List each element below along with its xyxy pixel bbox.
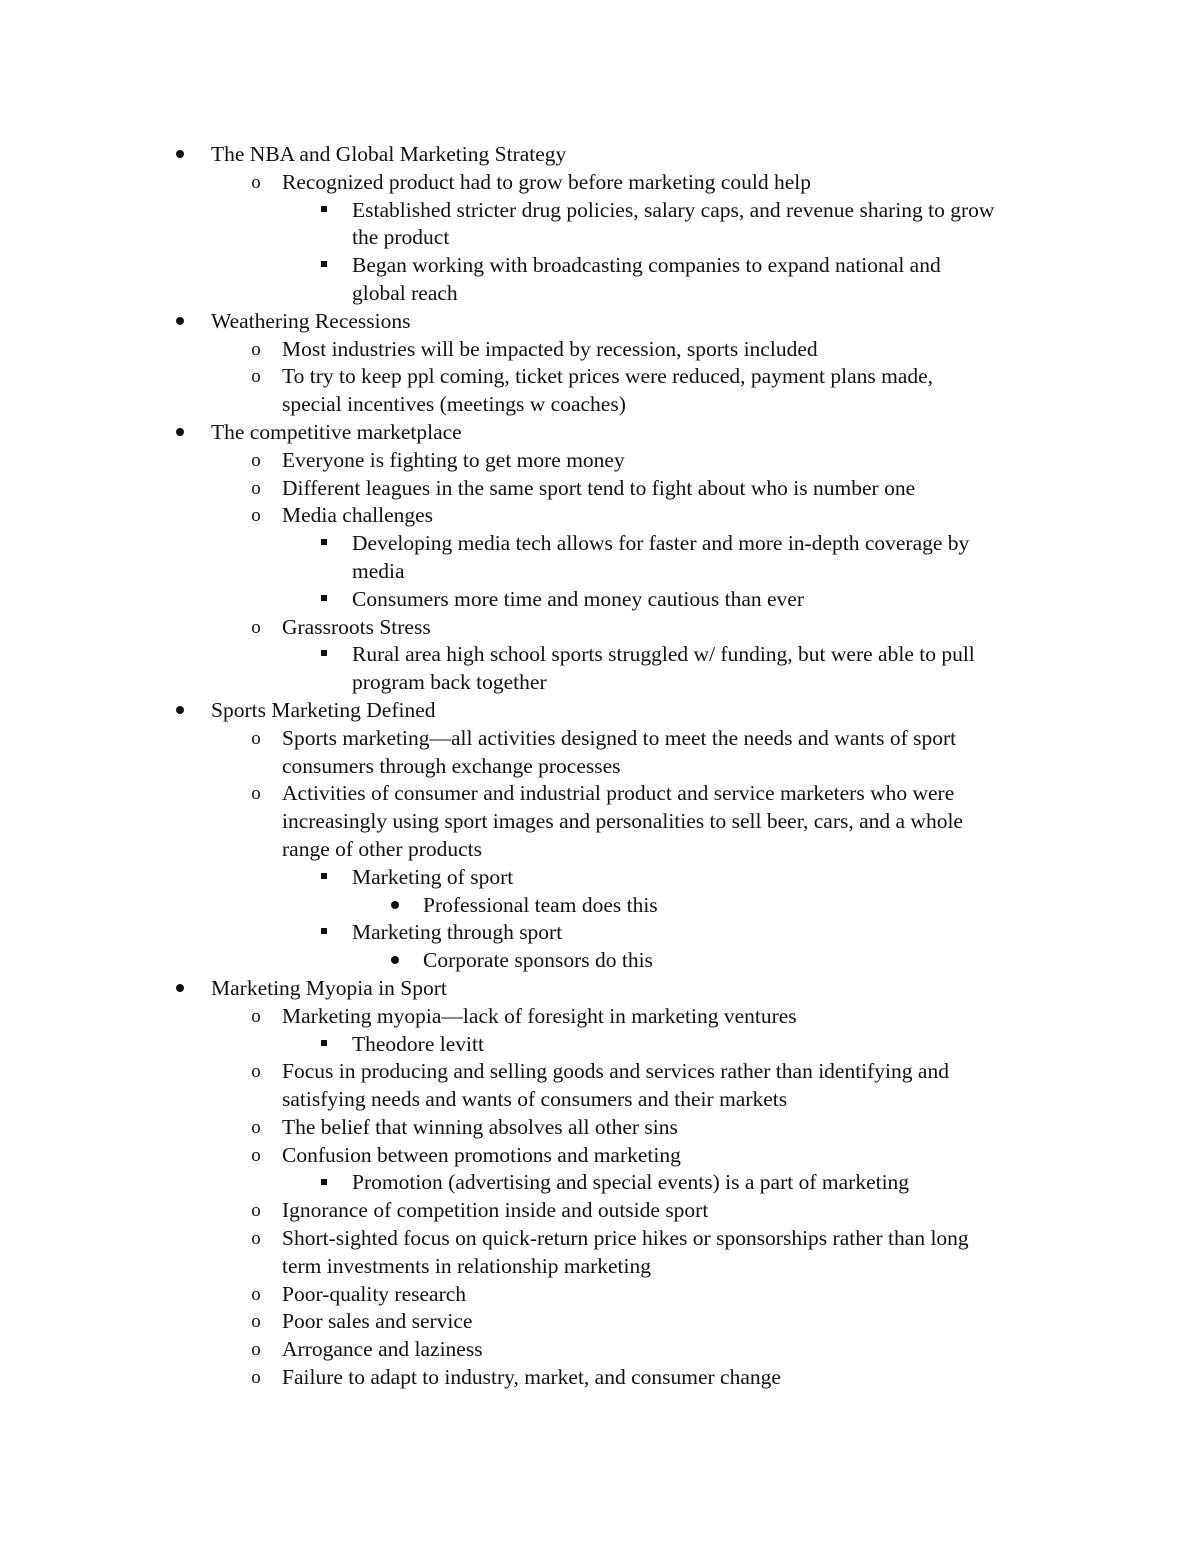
list-item-continuation [0, 753, 1200, 781]
circle-bullet-icon: o [251, 366, 261, 388]
list-item [0, 892, 1200, 920]
list-item-text: Poor sales and service [282, 1309, 473, 1334]
list-item-text: Different leagues in the same sport tend to fight about who is number one [282, 475, 916, 500]
circle-bullet-icon: o [251, 1144, 261, 1166]
list-item-text: The NBA and Global Marketing Strategy [211, 142, 567, 166]
list-item-text: consumers through exchange processes [282, 753, 621, 778]
list-item-text: Consumers more time and money cautious than ever [352, 586, 804, 611]
list-item-text: Developing media tech allows for faster and more in-depth coverage by [352, 531, 970, 556]
bullet-icon [384, 892, 406, 920]
list-item [0, 1197, 1200, 1225]
bullet-icon [169, 697, 191, 725]
list-item [0, 1114, 1200, 1142]
list-item-text: Arrogance and laziness [282, 1337, 483, 1362]
square-bullet-icon [313, 197, 335, 225]
square-bullet-icon [313, 919, 335, 947]
list-item [0, 1058, 1200, 1086]
list-item-text: Marketing through sport [352, 920, 563, 945]
list-item-text: Focus in producing and selling goods and services rather than identifying and [282, 1059, 949, 1084]
list-item [0, 614, 1200, 642]
list-item [0, 502, 1200, 530]
circle-bullet-icon: o [251, 783, 261, 805]
list-item-text: The competitive marketplace [211, 419, 462, 444]
circle-bullet-icon: o [251, 1339, 261, 1361]
list-item-text: Marketing Myopia in Sport [211, 975, 447, 1000]
list-item-text: Began working with broadcasting companies to expand national and [352, 253, 941, 278]
list-item-text: range of other products [282, 836, 482, 861]
list-item [0, 1169, 1200, 1197]
circle-bullet-icon: o [251, 616, 261, 638]
list-item-text: Confusion between promotions and marketing [282, 1142, 681, 1167]
square-bullet-icon [313, 586, 335, 614]
bullet-icon [169, 141, 191, 169]
list-item-text: Activities of consumer and industrial product and service marketers who were [282, 781, 955, 806]
circle-bullet-icon: o [251, 1228, 261, 1250]
list-item [0, 252, 1200, 280]
list-item [0, 169, 1200, 197]
list-item-text: term investments in relationship marketing [282, 1253, 652, 1278]
circle-bullet-icon: o [251, 338, 261, 360]
list-item [0, 1142, 1200, 1170]
list-item [0, 780, 1200, 808]
list-item-text: Theodore levitt [352, 1031, 484, 1056]
square-bullet-icon [313, 1169, 335, 1197]
list-item-continuation [0, 808, 1200, 836]
list-item [0, 447, 1200, 475]
list-item-text: Sports marketing—all activities designed to meet the needs and wants of sport [282, 725, 957, 750]
list-item [0, 308, 1200, 336]
list-item [0, 641, 1200, 669]
list-item-text: Marketing myopia—lack of foresight in marketing ventures [282, 1003, 797, 1028]
list-item-text: Everyone is fighting to get more money [282, 447, 625, 472]
list-item-text: Ignorance of competition inside and outside sport [282, 1198, 709, 1223]
list-item-continuation [0, 224, 1200, 252]
list-item [0, 530, 1200, 558]
list-item-text: Weathering Recessions [211, 308, 411, 333]
list-item [0, 697, 1200, 725]
list-item [0, 1308, 1200, 1336]
square-bullet-icon [313, 864, 335, 892]
list-item [0, 1003, 1200, 1031]
list-item [0, 1364, 1200, 1392]
list-item [0, 197, 1200, 225]
circle-bullet-icon: o [251, 1200, 261, 1222]
list-item-text: global reach [352, 280, 458, 305]
bullet-icon [384, 947, 406, 975]
list-item-continuation [0, 391, 1200, 419]
list-item [0, 586, 1200, 614]
list-item-text: Corporate sponsors do this [423, 948, 653, 973]
list-item [0, 1281, 1200, 1309]
list-item [0, 919, 1200, 947]
circle-bullet-icon: o [251, 1061, 261, 1083]
circle-bullet-icon: o [251, 449, 261, 471]
list-item [0, 475, 1200, 503]
list-item-text: To try to keep ppl coming, ticket prices were reduced, payment plans made, [282, 364, 934, 389]
circle-bullet-icon: o [251, 1311, 261, 1333]
list-item-text: Recognized product had to grow before marketing could help [282, 169, 811, 194]
list-item-continuation [0, 280, 1200, 308]
square-bullet-icon [313, 641, 335, 669]
list-item-text: Media challenges [282, 503, 434, 528]
bullet-icon [169, 419, 191, 447]
list-item-text: Professional team does this [423, 892, 658, 917]
list-item-text: Rural area high school sports struggled w/ funding, but were able to pull [352, 642, 975, 667]
list-item [0, 363, 1200, 391]
bullet-icon [169, 308, 191, 336]
list-item-text: the product [352, 225, 450, 250]
list-item [0, 1336, 1200, 1364]
list-item-text: satisfying needs and wants of consumers and their markets [282, 1087, 788, 1112]
list-item-text: Most industries will be impacted by recession, sports included [282, 336, 818, 361]
list-item [0, 336, 1200, 364]
circle-bullet-icon: o [251, 171, 261, 193]
list-item [0, 725, 1200, 753]
list-item-text: program back together [352, 670, 547, 695]
square-bullet-icon [313, 252, 335, 280]
document-body [0, 141, 1200, 1392]
list-item [0, 1031, 1200, 1059]
circle-bullet-icon: o [251, 1283, 261, 1305]
list-item-text: Grassroots Stress [282, 614, 431, 639]
circle-bullet-icon: o [251, 1005, 261, 1027]
list-item [0, 864, 1200, 892]
list-item [0, 947, 1200, 975]
list-item-text: Poor-quality research [282, 1281, 467, 1306]
list-item-text: special incentives (meetings w coaches) [282, 392, 626, 417]
list-item-text: Short-sighted focus on quick-return price hikes or sponsorships rather than long [282, 1226, 969, 1251]
list-item-continuation [0, 669, 1200, 697]
circle-bullet-icon: o [251, 1116, 261, 1138]
circle-bullet-icon: o [251, 1367, 261, 1389]
list-item-text: Failure to adapt to industry, market, and consumer change [282, 1365, 781, 1390]
list-item-continuation [0, 558, 1200, 586]
list-item-text: Promotion (advertising and special events) is a part of marketing [352, 1170, 910, 1195]
list-item [0, 419, 1200, 447]
list-item-text: increasingly using sport images and personalities to sell beer, cars, and a whole [282, 809, 963, 834]
list-item-text: Marketing of sport [352, 864, 514, 889]
square-bullet-icon [313, 1031, 335, 1059]
list-item [0, 141, 1200, 169]
list-item-text: Established stricter drug policies, salary caps, and revenue sharing to grow [352, 197, 995, 222]
list-item-continuation [0, 1086, 1200, 1114]
list-item [0, 975, 1200, 1003]
list-item-text: media [352, 558, 405, 583]
circle-bullet-icon: o [251, 727, 261, 749]
list-item [0, 1225, 1200, 1253]
list-item-text: The belief that winning absolves all other sins [282, 1114, 678, 1139]
list-item-continuation [0, 836, 1200, 864]
circle-bullet-icon: o [251, 477, 261, 499]
square-bullet-icon [313, 530, 335, 558]
list-item-continuation [0, 1253, 1200, 1281]
bullet-icon [169, 975, 191, 1003]
circle-bullet-icon: o [251, 505, 261, 527]
list-item-text: Sports Marketing Defined [211, 697, 436, 722]
